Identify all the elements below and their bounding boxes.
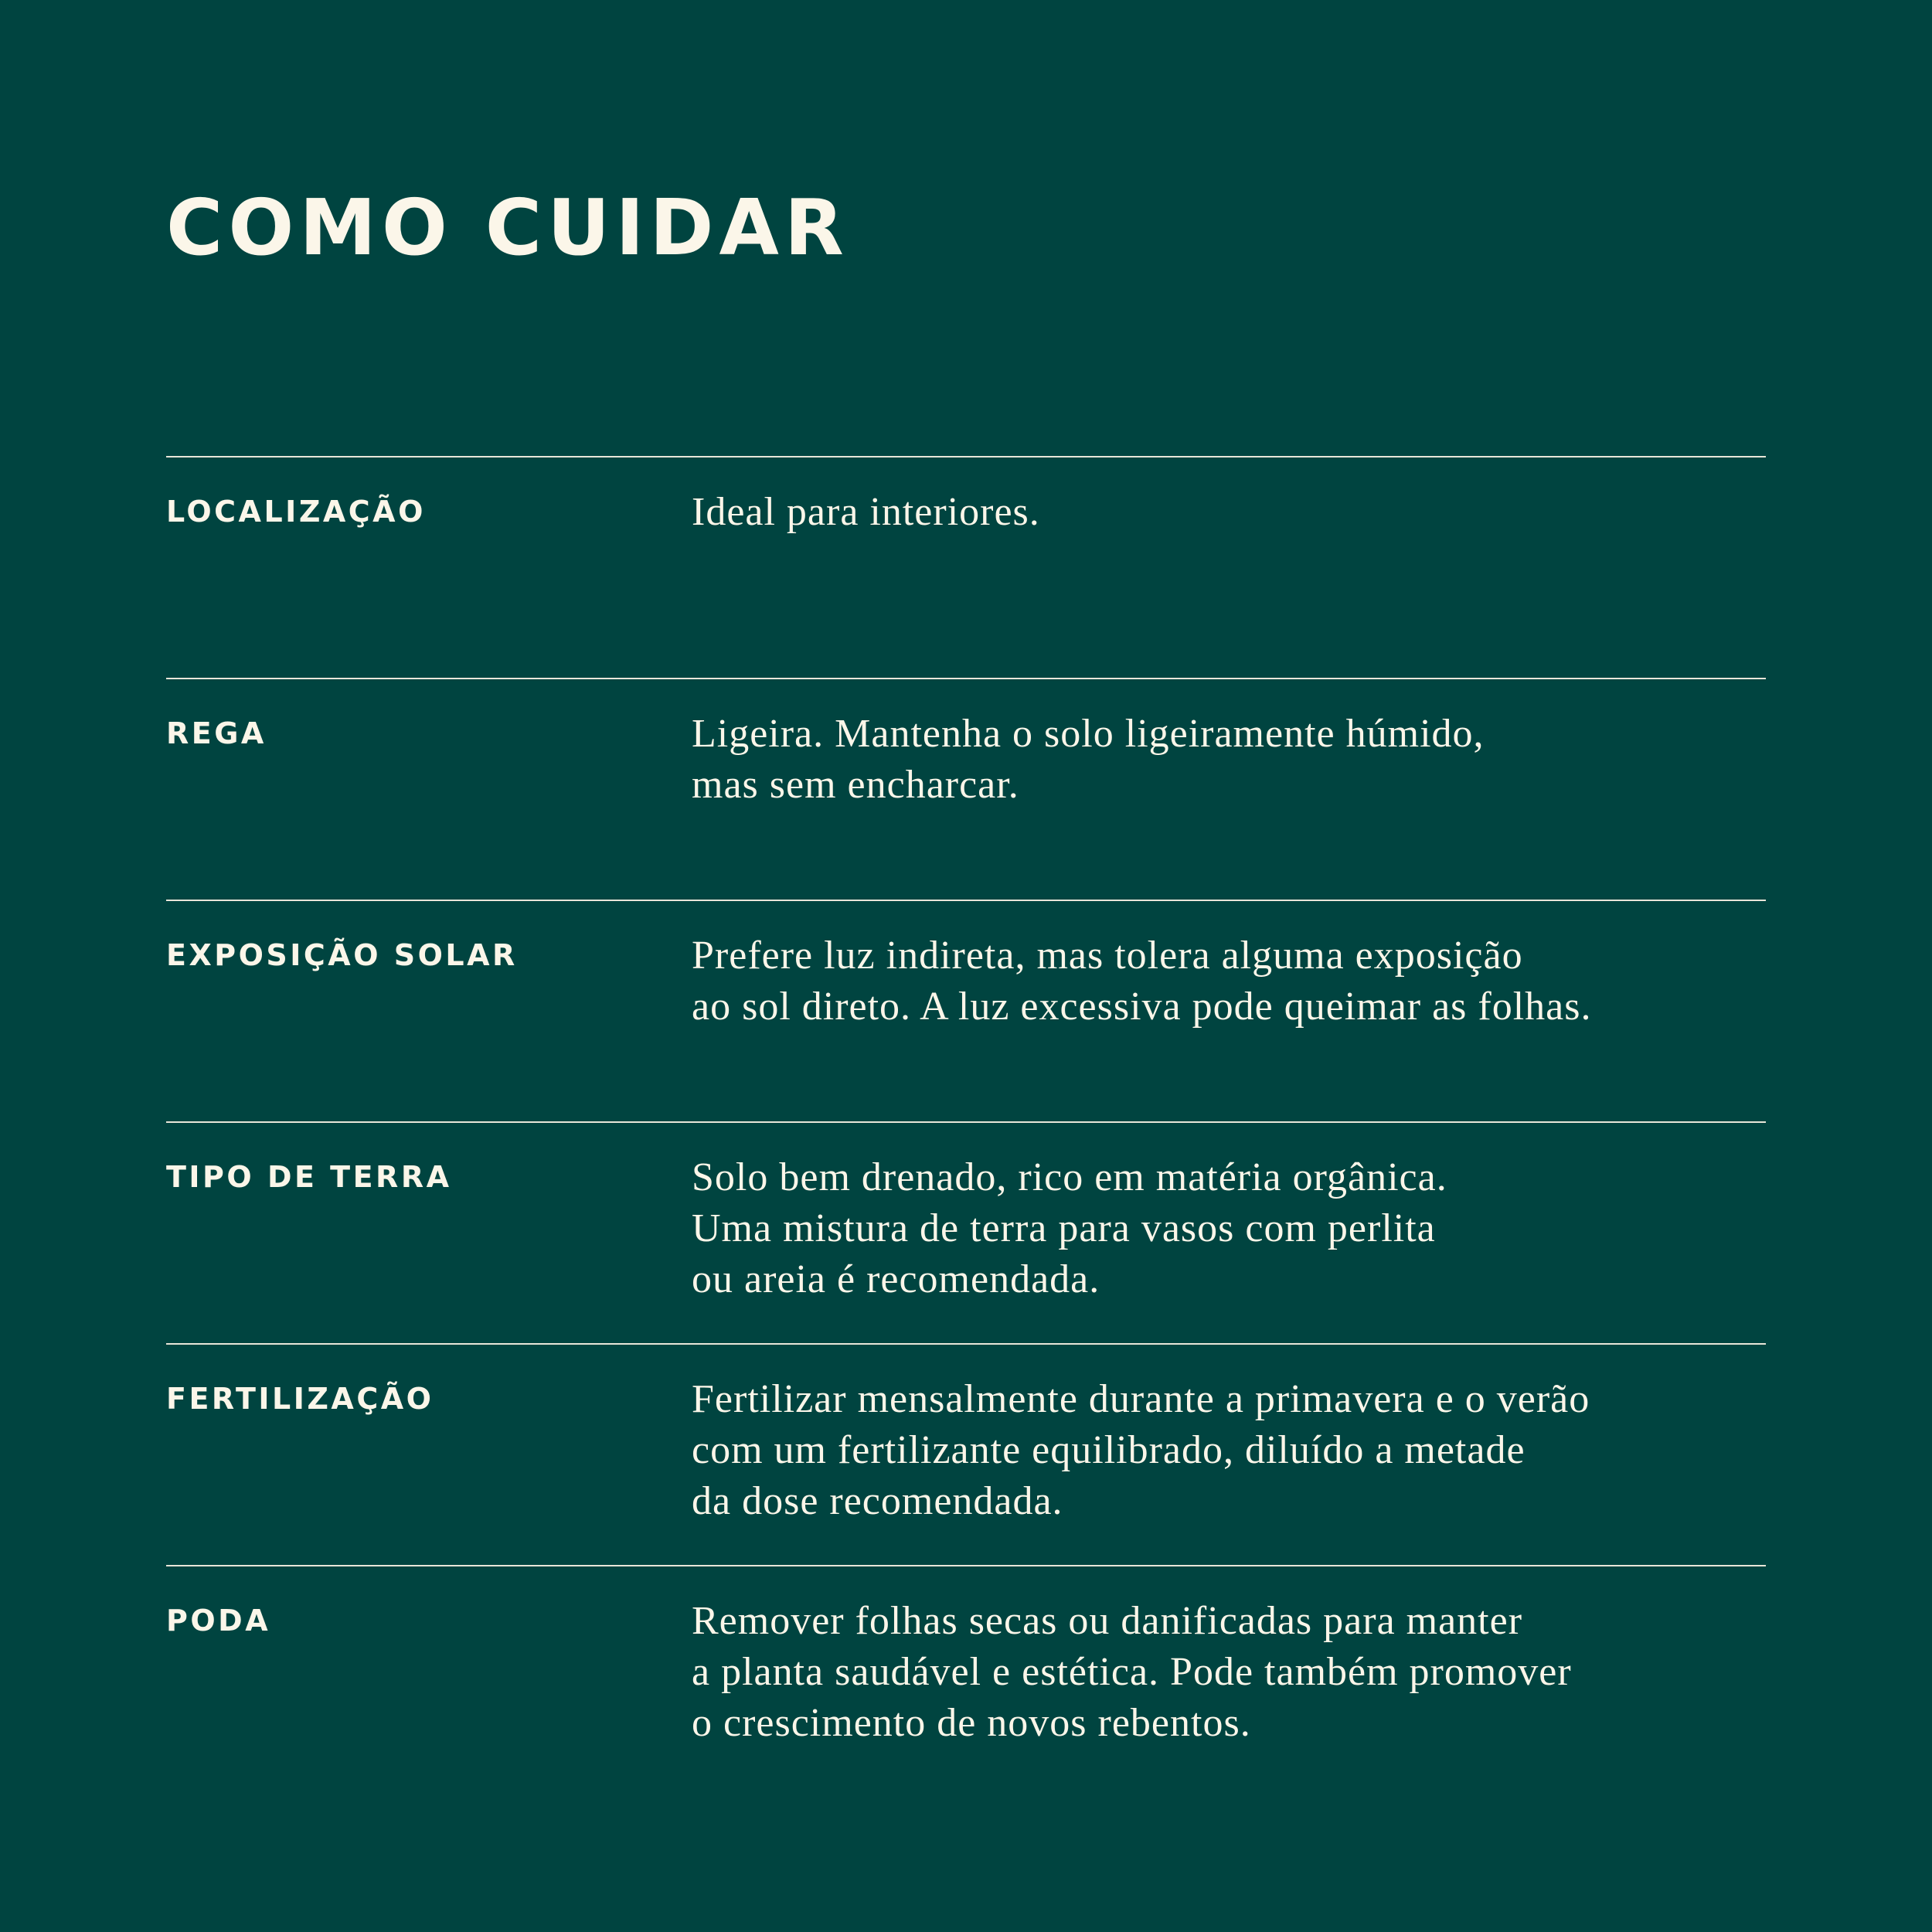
care-description: Ideal para interiores. xyxy=(692,490,1040,534)
care-description: Ligeira. Mantenha o solo ligeiramente húmido, mas sem encharcar. xyxy=(692,712,1485,807)
care-label: LOCALIZAÇÃO xyxy=(166,495,426,529)
care-row-tipo-de-terra xyxy=(166,1121,1766,1343)
care-label: TIPO DE TERRA xyxy=(166,1160,452,1194)
care-label: EXPOSIÇÃO SOLAR xyxy=(166,938,518,972)
care-label: PODA xyxy=(166,1604,271,1638)
care-row-fertilizacao xyxy=(166,1343,1766,1565)
care-label: FERTILIZAÇÃO xyxy=(166,1382,434,1416)
care-description: Remover folhas secas ou danificadas para manter a planta saudável e estética. Pode também promover o crescimento de novos rebentos. xyxy=(692,1599,1572,1745)
care-description: Solo bem drenado, rico em matéria orgânica. Uma mistura de terra para vasos com perlita ou areia é recomendada. xyxy=(692,1155,1447,1301)
care-row-localizacao xyxy=(166,456,1766,678)
care-row-exposicao-solar xyxy=(166,900,1766,1121)
care-description: Fertilizar mensalmente durante a primavera e o verão com um fertilizante equilibrado, diluído a metade da dose recomendada. xyxy=(692,1377,1590,1523)
page-title: COMO CUIDAR xyxy=(166,182,849,273)
care-description: Prefere luz indireta, mas tolera alguma exposição ao sol direto. A luz excessiva pode queimar as folhas. xyxy=(692,934,1592,1029)
care-label: REGA xyxy=(166,716,267,750)
care-row-poda xyxy=(166,1565,1766,1787)
care-table xyxy=(166,456,1766,1787)
care-row-rega xyxy=(166,678,1766,900)
